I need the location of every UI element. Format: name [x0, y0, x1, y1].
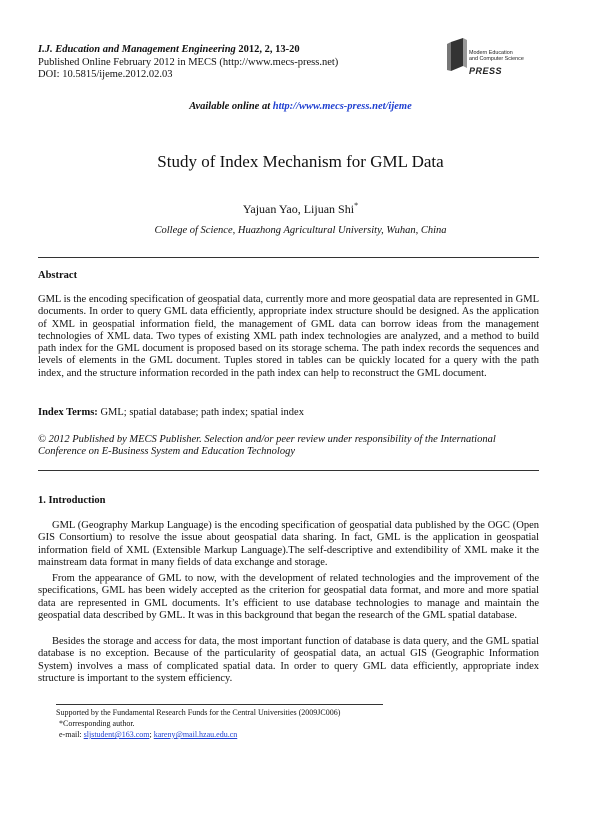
email-separator: ; [149, 730, 152, 739]
footnote-divider [56, 704, 383, 705]
logo-line1: Modern Education [469, 50, 513, 56]
index-terms [38, 407, 539, 419]
divider [38, 257, 539, 258]
availability-line [0, 101, 601, 112]
authors [0, 202, 601, 217]
availability-prefix: Available online at [189, 101, 271, 112]
section-heading: 1. Introduction [38, 495, 106, 506]
divider [38, 470, 539, 471]
paragraph: GML (Geography Markup Language) is the encoding specification of geospatial data published by the OGC (Open GIS Consortium) to resolve the issue about geospatial data sharing. In fact, GML is the application in geospatial information field of XML (Extensible Markup Language).The self-descriptive and extendibility of XML make it the mainstream data format in many fields of data exchange and storage. [38, 520, 539, 568]
paper-title: Study of Index Mechanism for GML Data [157, 152, 444, 171]
copyright-notice: © 2012 Published by MECS Publisher. Selection and/or peer review under responsibility of the International Conference on E-Business System and Education Technology [38, 434, 496, 458]
journal-name: I.J. Education and Management Engineering [38, 44, 236, 55]
abstract-text: GML is the encoding specification of geospatial data, currently more and more geospatial data are represented in GML documents. In order to query GML data efficiently, appropriate index structure should be designed. As the application of XML in geospatial information field, the management of GML data can borrow ideas from the management technologies of XML data. Two types of existing XML path index technologies are analyzed, and a method to build path index for the GML document is proposed based on its storage schema. The path index records the sequences and levels of elements in the GML document. Tuples stored in tables can be quickly located for a query with the path index, and the structure information recorded in the path index can help to reconstruct the GML document. [38, 294, 539, 379]
author-names: Yajuan Yao, Lijuan Shi [242, 202, 355, 216]
corresponding-mark: * [354, 201, 359, 210]
publication-info: Published Online February 2012 in MECS (http://www.mecs-press.net) [38, 56, 339, 68]
paragraph: Besides the storage and access for data, the most important function of database is data query, and the GML spatial database is no exception. Because of the particularity of geospatial data, an actual GIS (Geographic Information System) involves a mass of complicated spatial data. In order to query GML data efficiently, appropriate index structure is important to the system efficiency. [38, 636, 539, 684]
affiliation: College of Science, Huazhong Agricultural University, Wuhan, China [154, 225, 447, 236]
journal-issue: 2012, 2, 13-20 [238, 44, 300, 55]
footnote [56, 707, 340, 740]
email-link[interactable]: kareny@mail.hzau.edu.cn [153, 730, 238, 739]
index-terms-value: GML; spatial database; path index; spatial index [100, 407, 304, 418]
journal-header [38, 44, 338, 82]
funding-note: Supported by the Fundamental Research Funds for the Central Universities (2009JC006) [56, 708, 341, 717]
abstract-heading: Abstract [38, 270, 78, 281]
journal-link[interactable]: http://www.mecs-press.net/ijeme [272, 101, 412, 112]
logo-press: PRESS [469, 66, 503, 76]
email-line [56, 729, 340, 740]
corresponding-note: *Corresponding author. [59, 719, 135, 728]
book-icon [447, 38, 469, 72]
doi: DOI: 10.5815/ijeme.2012.02.03 [38, 69, 173, 80]
paragraph: From the appearance of GML to now, with the development of related technologies and the improvement of the specifications, GML has been widely accepted as the criterion for geospatial data format, and more and more spatial data are represented in GML documents. It’s efficient to use database technologies to manage and maintain the geospatial data described by GML. It was in this background that began the research of the GML spatial database. [38, 573, 539, 621]
publisher-logo [447, 38, 557, 78]
logo-text [469, 50, 524, 62]
index-terms-label: Index Terms: [38, 407, 98, 418]
email-link[interactable]: sljstudent@163.com [83, 730, 150, 739]
email-label: e-mail: [59, 730, 82, 739]
logo-line2: and Computer Science [469, 56, 524, 62]
